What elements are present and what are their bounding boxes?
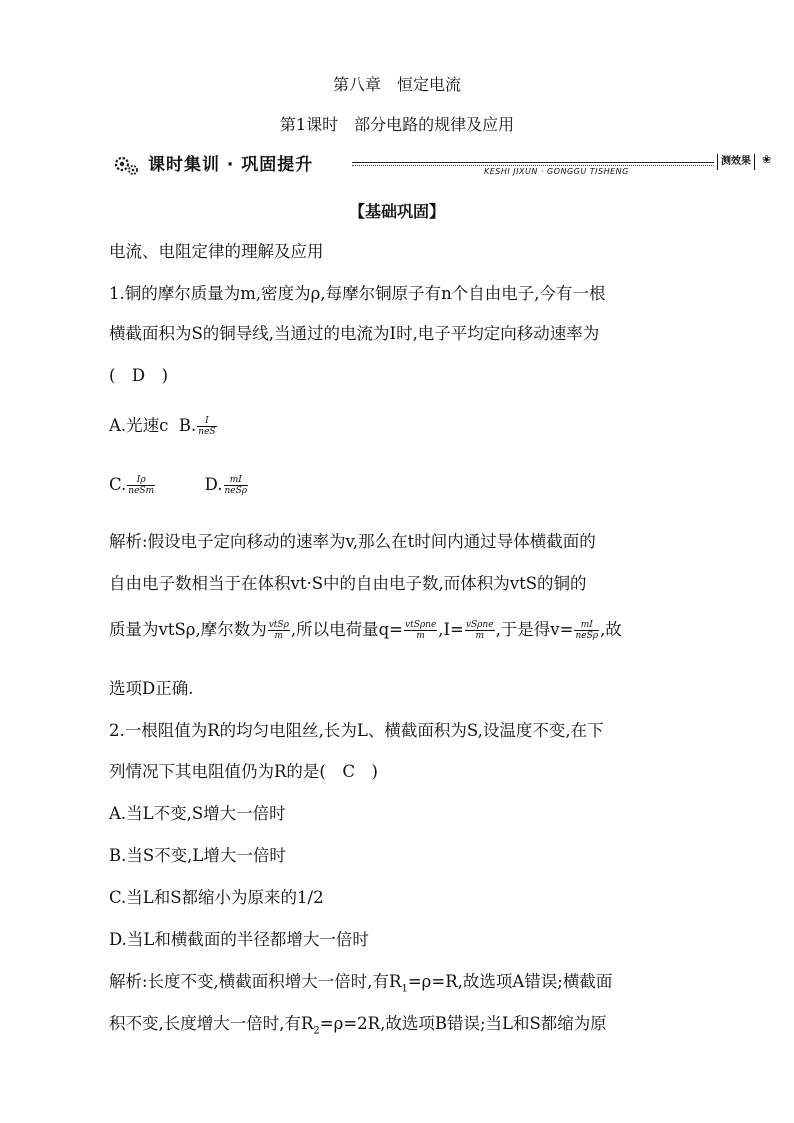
q1-answer: ( D ) [109,366,169,385]
q1-option-c-fraction: $\frac{I\rho}{\text{neSm}}$ [128,475,155,496]
q1-stem-line2: 横截面积为S的铜导线,当通过的电流为I时,电子平均定向移动速率为 [109,324,600,343]
banner-rule-dotted [352,165,714,166]
q1-explanation-line3: 质量为vtSρ,摩尔数为 $\frac{\text{vtSρ}}{m}$ ,所以电荷量q= $\frac{\text{vtSρne}}{m}$ ,I= $\frac{\text{vSρne}}{m}$ ,于是得v= $\frac{mI}{\text{neSρ}}$ ,故 [109,620,622,641]
q2-stem-line1: 2.一根阻值为R的均匀电阻丝,长为L、横截面积为S,设温度不变,在下 [109,721,604,740]
topic-heading: 电流、电阻定律的理解及应用 [109,242,324,261]
q2-option-c: C.当L和S都缩小为原来的1/2 [109,888,324,907]
fraction-current: $\frac{\text{vSρne}}{m}$ [465,620,494,641]
section-title: 【基础巩固】 [348,202,445,221]
q1-options-ab [109,412,218,437]
q1-explanation-line2: 自由电子数相当于在体积vt·S中的自由电子数,而体积为vtS的铜的 [109,574,587,593]
fraction-charge: $\frac{\text{vtSρne}}{m}$ [405,620,437,641]
gear-icon [112,152,140,178]
q1-option-a: A.光速c [109,416,169,435]
flower-icon: ❀ [762,153,772,166]
banner-rule [352,162,714,163]
q1-option-d-label: D. [204,475,223,494]
banner-tag: 测效果 [717,154,755,170]
q1-explanation-line4: 选项D正确. [109,679,194,698]
q2-explanation-line2: 积不变,长度增大一倍时,有$R_2=\rho=2R$,故选项B错误;当L和S都缩为原 [109,1014,607,1037]
q1-option-d-fraction: $\frac{mI}{\text{neSρ}}$ [224,475,248,496]
q2-option-d: D.当L和横截面的半径都增大一倍时 [109,930,369,949]
fraction-moles: $\frac{\text{vtSρ}}{m}$ [268,620,289,641]
q2-option-a: A.当L不变,S增大一倍时 [109,804,286,823]
q1-explanation-line1: 解析:假设电子定向移动的速率为v,那么在t时间内通过导体横截面的 [109,532,596,551]
q1-stem-line1: 1.铜的摩尔质量为m,密度为ρ,每摩尔铜原子有n个自由电子,今有一根 [109,284,606,303]
banner-title: 课时集训 · 巩固提升 [148,155,314,175]
banner-subtitle: KESHI JIXUN · GONGGU TISHENG [484,167,629,176]
q2-option-b: B.当S不变,L增大一倍时 [109,846,286,865]
q1-options-cd [109,475,249,496]
lesson-title: 第1课时 部分电路的规律及应用 [279,115,515,134]
chapter-title: 第八章 恒定电流 [332,75,461,94]
fraction-velocity: $\frac{mI}{\text{neSρ}}$ [575,620,599,641]
q2-explanation-line1: 解析:长度不变,横截面积增大一倍时,有$R_1=\rho=R$,故选项A错误;横截面 [109,972,613,995]
q1-option-b-label: B. [178,416,197,435]
section-banner [112,150,772,178]
q1-option-c-label: C. [109,475,127,494]
q1-option-b-fraction: $\frac{I}{\text{neS}}$ [198,416,216,437]
q2-stem-line2: 列情况下其电阻值仍为R的是( C ) [109,762,378,781]
